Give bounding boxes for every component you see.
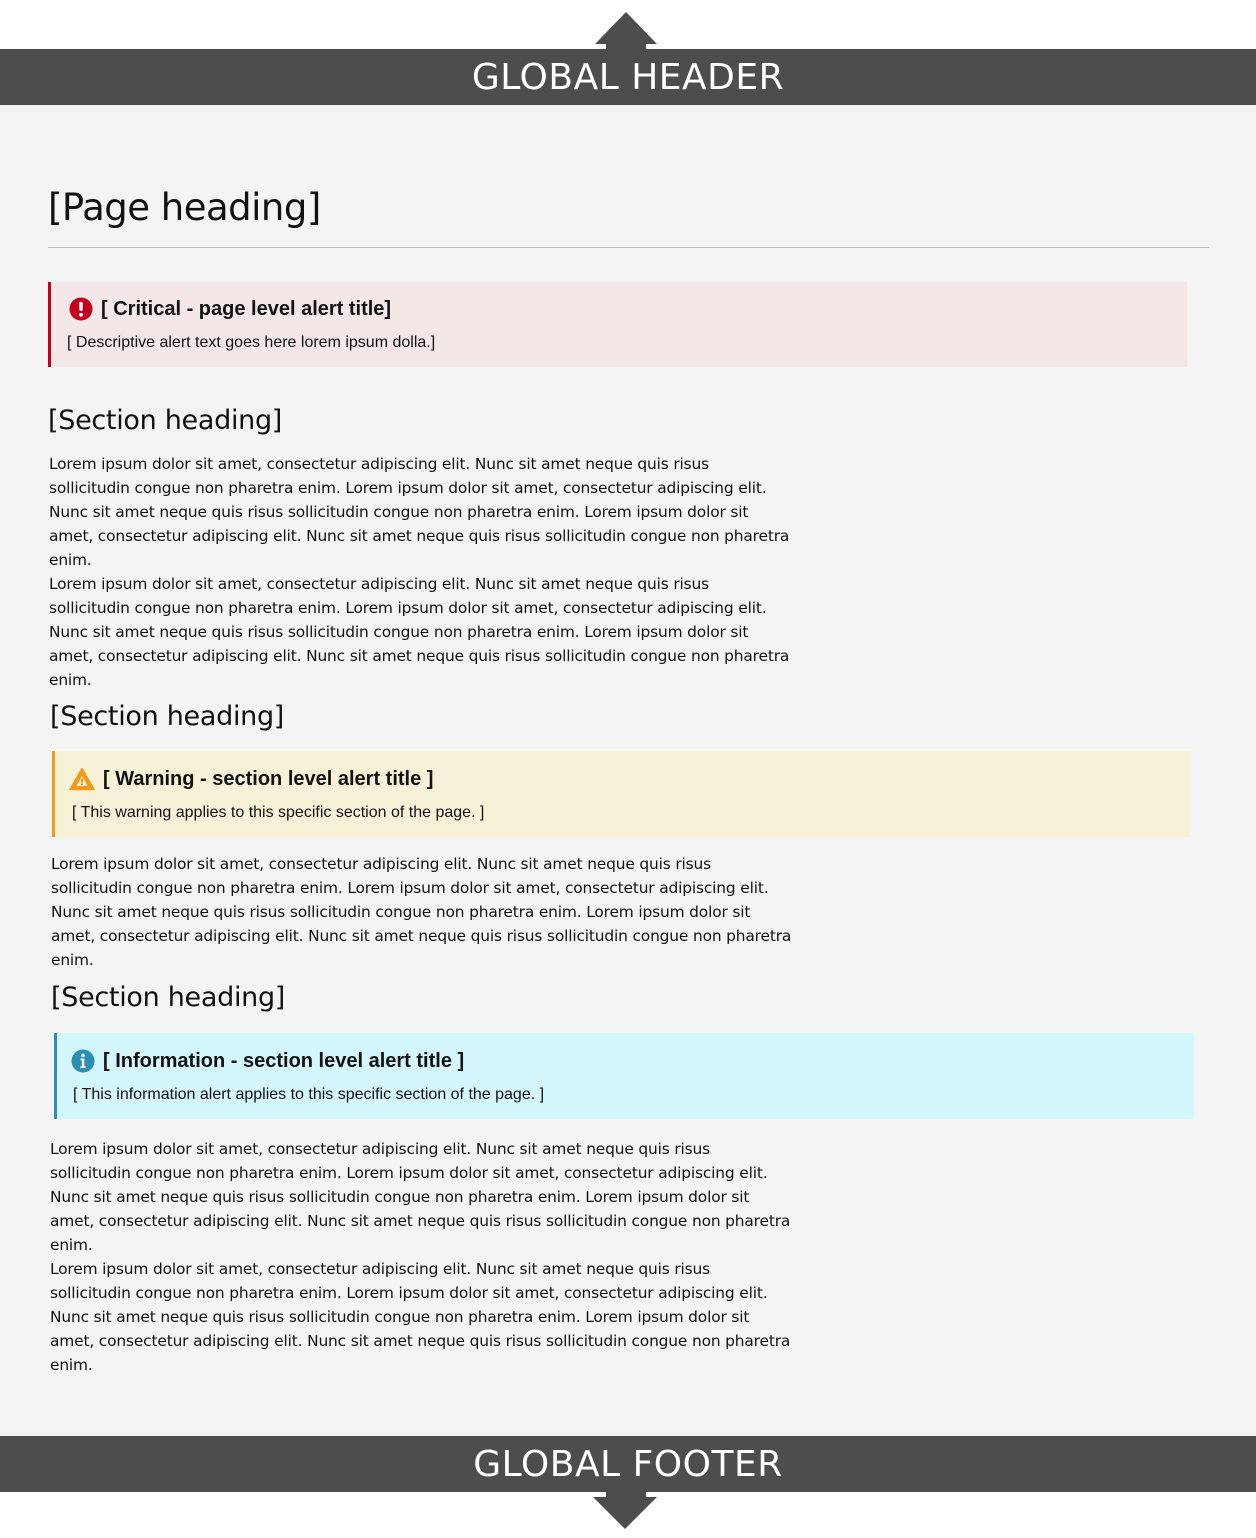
warning-icon — [69, 767, 95, 791]
up-arrow-icon — [595, 12, 657, 44]
section-paragraph: Lorem ipsum dolor sit amet, consectetur adipiscing elit. Nunc sit amet neque quis risus sollicitudin congue non pharetra enim. Lorem ipsum dolor sit amet, consectetur adipiscing elit. Nunc sit amet neque quis risus sollicitudin congue non pharetra enim. Lorem ipsum dolor sit amet, consectetur adipiscing elit. Nunc sit amet neque quis risus sollicitudin congue non pharetra enim. — [49, 575, 790, 689]
warning-alert-title: [ Warning - section level alert title ] — [103, 767, 434, 790]
error-icon — [69, 297, 93, 321]
page-title: [Page heading] — [48, 186, 321, 229]
section-heading: [Section heading] — [48, 405, 283, 436]
info-alert — [54, 1033, 1194, 1119]
section-heading: [Section heading] — [51, 982, 286, 1013]
warning-alert — [52, 751, 1190, 837]
section-paragraph: Lorem ipsum dolor sit amet, consectetur adipiscing elit. Nunc sit amet neque quis risus sollicitudin congue non pharetra enim. Lorem ipsum dolor sit amet, consectetur adipiscing elit. Nunc sit amet neque quis risus sollicitudin congue non pharetra enim. Lorem ipsum dolor sit amet, consectetur adipiscing elit. Nunc sit amet neque quis risus sollicitudin congue non pharetra enim. — [50, 1140, 791, 1254]
info-alert-title-row — [71, 1049, 464, 1073]
info-icon — [71, 1049, 95, 1073]
critical-alert-title-row — [69, 297, 391, 321]
global-footer: GLOBAL FOOTER — [0, 1436, 1256, 1492]
info-alert-title: [ Information - section level alert title ] — [103, 1049, 465, 1072]
section-paragraph: Lorem ipsum dolor sit amet, consectetur adipiscing elit. Nunc sit amet neque quis risus sollicitudin congue non pharetra enim. Lorem ipsum dolor sit amet, consectetur adipiscing elit. Nunc sit amet neque quis risus sollicitudin congue non pharetra enim. Lorem ipsum dolor sit amet, consectetur adipiscing elit. Nunc sit amet neque quis risus sollicitudin congue non pharetra enim. — [51, 855, 792, 969]
section-heading: [Section heading] — [50, 701, 285, 732]
warning-alert-text: [ This warning applies to this specific section of the page. ] — [72, 804, 485, 821]
info-alert-text: [ This information alert applies to this specific section of the page. ] — [73, 1086, 545, 1103]
critical-alert — [48, 282, 1187, 367]
section-paragraph: Lorem ipsum dolor sit amet, consectetur adipiscing elit. Nunc sit amet neque quis risus sollicitudin congue non pharetra enim. Lorem ipsum dolor sit amet, consectetur adipiscing elit. Nunc sit amet neque quis risus sollicitudin congue non pharetra enim. Lorem ipsum dolor sit amet, consectetur adipiscing elit. Nunc sit amet neque quis risus sollicitudin congue non pharetra enim. — [49, 455, 790, 569]
critical-alert-text: [ Descriptive alert text goes here lorem ipsum dolla.] — [67, 334, 436, 351]
heading-divider — [48, 247, 1209, 248]
down-arrow-icon — [593, 1497, 657, 1529]
section-paragraph: Lorem ipsum dolor sit amet, consectetur adipiscing elit. Nunc sit amet neque quis risus sollicitudin congue non pharetra enim. Lorem ipsum dolor sit amet, consectetur adipiscing elit. Nunc sit amet neque quis risus sollicitudin congue non pharetra enim. Lorem ipsum dolor sit amet, consectetur adipiscing elit. Nunc sit amet neque quis risus sollicitudin congue non pharetra enim. — [50, 1260, 791, 1374]
warning-alert-title-row — [69, 767, 433, 791]
global-header: GLOBAL HEADER — [0, 49, 1256, 105]
critical-alert-title: [ Critical - page level alert title] — [101, 297, 392, 320]
